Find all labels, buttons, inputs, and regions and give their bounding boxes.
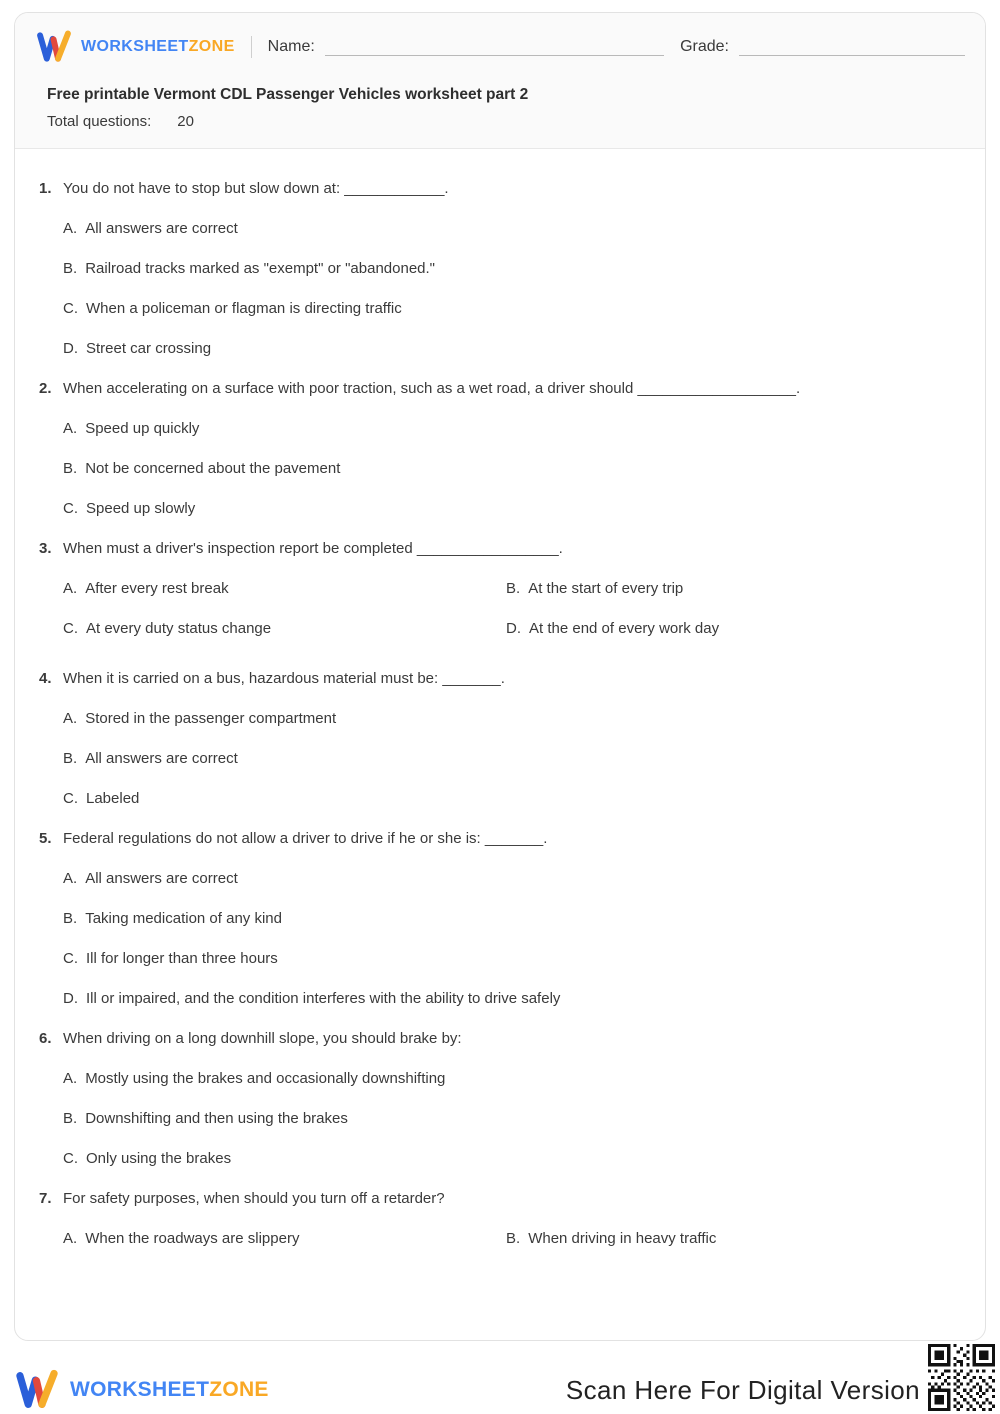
question-number: 3. <box>39 540 52 557</box>
question-head <box>39 1029 961 1049</box>
brand-wordmark-worksheet: WORKSHEET <box>81 38 189 55</box>
option-letter: A. <box>63 870 78 887</box>
question-text: When driving on a long downhill slope, you should brake by: <box>63 1030 462 1047</box>
option-text: When driving in heavy traffic <box>528 1230 717 1247</box>
question-head <box>39 669 961 689</box>
option-text: Speed up slowly <box>86 500 196 517</box>
option-c <box>63 1149 961 1169</box>
option-letter: C. <box>63 950 78 967</box>
option-text: Ill or impaired, and the condition interferes with the ability to drive safely <box>86 990 561 1007</box>
option-c <box>63 949 961 969</box>
question-number: 2. <box>39 380 52 397</box>
option-text: Labeled <box>86 790 140 807</box>
option-c <box>63 619 506 639</box>
option-letter: C. <box>63 1150 78 1167</box>
question-text: When accelerating on a surface with poor traction, such as a wet road, a driver should ___________________. <box>63 380 801 397</box>
question-2 <box>39 379 961 519</box>
option-a <box>63 419 961 439</box>
options-list <box>63 869 961 1009</box>
option-letter: B. <box>506 1230 521 1247</box>
brand-wordmark <box>81 38 235 56</box>
question-6 <box>39 1029 961 1169</box>
option-a <box>63 579 506 599</box>
name-label: Name: <box>267 38 315 55</box>
option-letter: D. <box>63 990 78 1007</box>
footer-brand-wordmark <box>70 1378 269 1402</box>
option-a <box>63 1069 961 1089</box>
question-number: 1. <box>39 180 52 197</box>
option-a <box>63 1229 506 1249</box>
option-text: Railroad tracks marked as "exempt" or "abandoned." <box>85 260 435 277</box>
question-number: 6. <box>39 1030 52 1047</box>
option-text: Ill for longer than three hours <box>86 950 278 967</box>
option-c <box>63 299 961 319</box>
question-1 <box>39 179 961 359</box>
option-letter: B. <box>506 580 521 597</box>
total-questions-row <box>47 113 961 130</box>
question-number: 5. <box>39 830 52 847</box>
option-text: Mostly using the brakes and occasionally downshifting <box>85 1070 446 1087</box>
option-b <box>63 749 961 769</box>
option-letter: C. <box>63 620 78 637</box>
option-text: All answers are correct <box>85 750 238 767</box>
options-list <box>63 709 961 809</box>
option-d <box>63 989 961 1009</box>
worksheetzone-logo-icon <box>14 1368 60 1412</box>
worksheetzone-logo-icon <box>35 29 73 65</box>
page-footer <box>14 1366 986 1414</box>
question-7 <box>39 1189 961 1269</box>
option-letter: A. <box>63 1070 78 1087</box>
question-head <box>39 829 961 849</box>
option-b <box>63 909 961 929</box>
option-c <box>63 789 961 809</box>
option-text: At the end of every work day <box>529 620 720 637</box>
option-a <box>63 219 961 239</box>
option-b <box>63 459 961 479</box>
option-text: Taking medication of any kind <box>85 910 282 927</box>
option-c <box>63 499 961 519</box>
option-letter: A. <box>63 580 78 597</box>
question-text: For safety purposes, when should you turn off a retarder? <box>63 1190 445 1207</box>
option-text: Stored in the passenger compartment <box>85 710 337 727</box>
options-list <box>63 1069 961 1169</box>
question-head <box>39 1189 961 1209</box>
option-text: After every rest break <box>85 580 229 597</box>
option-text: Downshifting and then using the brakes <box>85 1110 348 1127</box>
option-letter: D. <box>63 340 78 357</box>
option-b <box>63 259 961 279</box>
option-text: When a policeman or flagman is directing traffic <box>86 300 402 317</box>
option-letter: B. <box>63 460 78 477</box>
option-text: At every duty status change <box>86 620 272 637</box>
question-head <box>39 379 961 399</box>
options-list <box>63 579 961 659</box>
card-header <box>15 13 985 149</box>
total-questions-value: 20 <box>177 113 194 130</box>
option-text: Speed up quickly <box>85 420 200 437</box>
option-text: All answers are correct <box>85 220 238 237</box>
options-list <box>63 1229 961 1269</box>
question-5 <box>39 829 961 1009</box>
option-letter: B. <box>63 910 78 927</box>
option-letter: B. <box>63 750 78 767</box>
question-3 <box>39 539 961 659</box>
option-letter: A. <box>63 220 78 237</box>
option-text: When the roadways are slippery <box>85 1230 300 1247</box>
question-4 <box>39 669 961 809</box>
brand-wordmark-zone: ZONE <box>188 38 235 55</box>
option-letter: A. <box>63 420 78 437</box>
worksheet-card <box>14 12 986 1341</box>
grade-blank-line <box>739 39 965 56</box>
header-divider <box>251 36 252 58</box>
option-b <box>506 579 961 599</box>
option-text: At the start of every trip <box>528 580 684 597</box>
question-number: 7. <box>39 1190 52 1207</box>
option-d <box>506 619 961 639</box>
grade-label: Grade: <box>680 38 729 55</box>
options-list <box>63 419 961 519</box>
option-letter: C. <box>63 300 78 317</box>
worksheet-intro <box>35 65 965 130</box>
option-letter: B. <box>63 260 78 277</box>
option-text: Only using the brakes <box>86 1150 232 1167</box>
option-b <box>506 1229 961 1249</box>
option-letter: A. <box>63 1230 78 1247</box>
option-b <box>63 1109 961 1129</box>
option-letter: C. <box>63 790 78 807</box>
scan-here-label: Scan Here For Digital Version <box>565 1374 920 1405</box>
option-a <box>63 869 961 889</box>
question-text: You do not have to stop but slow down at: ____________. <box>63 180 449 197</box>
footer-wordmark-zone: ZONE <box>209 1378 269 1401</box>
question-number: 4. <box>39 670 52 687</box>
option-text: Street car crossing <box>86 340 212 357</box>
options-list <box>63 219 961 359</box>
question-text: When must a driver's inspection report be completed _________________. <box>63 540 563 557</box>
option-letter: C. <box>63 500 78 517</box>
header-brand-row <box>35 29 965 65</box>
question-text: Federal regulations do not allow a driver to drive if he or she is: _______. <box>63 830 548 847</box>
option-letter: A. <box>63 710 78 727</box>
option-letter: B. <box>63 1110 78 1127</box>
option-text: Not be concerned about the pavement <box>85 460 341 477</box>
total-questions-label: Total questions: <box>47 113 152 130</box>
option-d <box>63 339 961 359</box>
question-head <box>39 179 961 199</box>
qr-code <box>928 1344 995 1411</box>
question-text: When it is carried on a bus, hazardous material must be: _______. <box>63 670 505 687</box>
name-blank-line <box>325 39 664 56</box>
worksheet-title: Free printable Vermont CDL Passenger Vehicles worksheet part 2 <box>47 86 529 103</box>
option-a <box>63 709 961 729</box>
question-head <box>39 539 961 559</box>
footer-wordmark-worksheet: WORKSHEET <box>70 1378 210 1401</box>
questions-list <box>15 149 985 1269</box>
option-text: All answers are correct <box>85 870 238 887</box>
option-letter: D. <box>506 620 521 637</box>
